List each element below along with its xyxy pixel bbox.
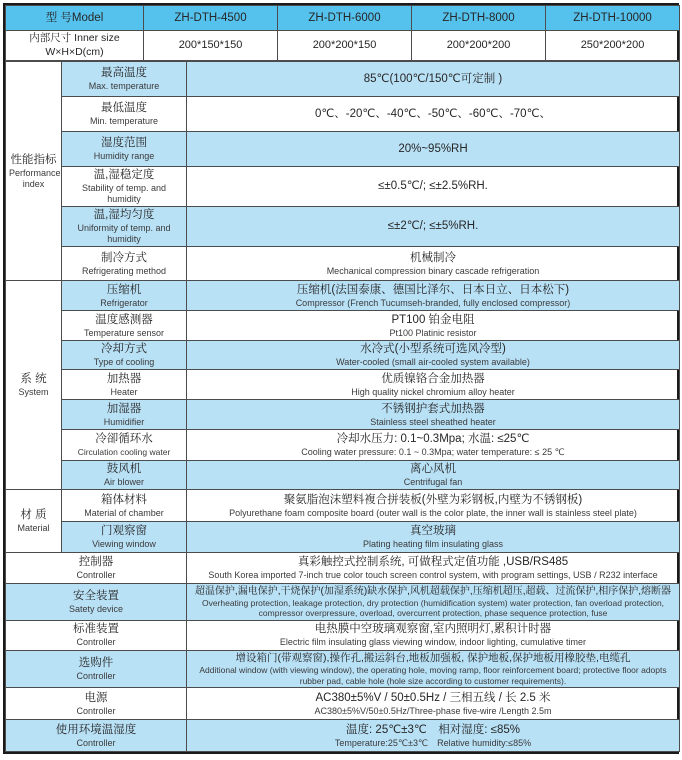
model-name: ZH-DTH-4500	[174, 11, 247, 24]
group-system	[6, 281, 62, 490]
spec-row-circulation-cooling-water	[6, 430, 680, 461]
row-label-en: Controller	[76, 637, 116, 648]
spec-row-safety-device	[6, 584, 680, 621]
row-value-cell	[187, 167, 680, 207]
row-value-cell	[187, 720, 680, 752]
row-label-en: Controller	[76, 705, 116, 716]
row-value-cell	[187, 97, 680, 132]
row-value-cell	[187, 207, 680, 247]
row-label-en: Viewing window	[92, 539, 156, 550]
row-label-zh: 门观察窗	[101, 525, 147, 538]
row-label-en: Heater	[110, 386, 138, 397]
row-label-cell	[62, 370, 187, 400]
row-value-en: Plating heating film insulating glass	[362, 539, 504, 550]
row-label-cell	[62, 490, 187, 522]
model-name: ZH-DTH-10000	[573, 11, 652, 24]
inner-size-value: 200*200*200	[446, 39, 511, 52]
row-label-zh: 选购件	[78, 656, 114, 669]
row-value-cell	[187, 430, 680, 461]
model-cell-3	[546, 6, 680, 31]
row-value-zh: 聚氨脂泡沫塑料複合拼装板(外壁为彩钢板,内壁为不锈钢板)	[283, 493, 583, 506]
row-label-en: Temperature sensor	[83, 327, 165, 338]
row-label-cell	[62, 461, 187, 490]
spec-body-table	[5, 61, 680, 752]
row-label-cell	[62, 132, 187, 167]
inner-size-cell-2	[412, 31, 546, 61]
row-label-en: Type of cooling	[93, 357, 155, 368]
row-label-zh: 最高温度	[101, 67, 147, 80]
group-label-en: Performance index	[9, 167, 61, 189]
row-label-cell	[62, 62, 187, 97]
spec-row-refrigerating-method	[6, 247, 680, 281]
row-label-zh: 加湿器	[106, 402, 142, 415]
row-value-zh: ≤±2℃/; ≤±5%RH.	[387, 220, 479, 233]
spec-row-material-of-chamber	[6, 490, 680, 522]
row-value-en: Electric film insulating glass viewing window, indoor lighting, cumulative timer	[279, 637, 587, 648]
row-label-zh: 冷卻循环水	[95, 433, 153, 446]
inner-size-value: 200*200*150	[312, 39, 377, 52]
row-value-cell	[187, 341, 680, 370]
row-value-zh: 真彩触控式控制系统, 可做程式定值功能 ,USB/RS485	[297, 556, 569, 569]
row-value-cell	[187, 553, 680, 584]
inner-size-cell-3	[546, 31, 680, 61]
row-value-zh: 离心风机	[410, 463, 456, 476]
spec-row-air-blower	[6, 461, 680, 490]
row-label-zh: 电源	[84, 691, 108, 704]
row-label-zh: 压缩机	[106, 283, 142, 296]
group-label-zh: 系 统	[20, 373, 47, 386]
row-label-en: Circulation cooling water	[77, 447, 171, 458]
row-value-cell	[187, 522, 680, 553]
spec-row-standard-device	[6, 620, 680, 650]
row-value-cell	[187, 247, 680, 281]
spec-row-optional-parts	[6, 650, 680, 687]
row-label-en: Controller	[76, 670, 116, 681]
model-name: ZH-DTH-6000	[308, 11, 381, 24]
spec-row-humidity-range	[6, 132, 680, 167]
row-value-cell	[187, 688, 680, 720]
spec-sheet	[3, 3, 679, 754]
spec-row-viewing-window	[6, 522, 680, 553]
spec-row-ambient-temp-humidity	[6, 720, 680, 752]
model-cell-2	[412, 6, 546, 31]
row-label-en: Humidity range	[93, 151, 155, 162]
row-value-en: Temperature:25℃±3℃ Relative humidity:≤85%	[334, 737, 532, 748]
row-label-en: Material of chamber	[84, 507, 164, 518]
spec-row-controller	[6, 553, 680, 584]
row-value-en: Stainless steel sheathed heater	[370, 416, 496, 427]
spec-row-max-temperature	[6, 62, 680, 97]
spec-row-type-of-cooling	[6, 341, 680, 370]
inner-size-value: 250*200*200	[580, 39, 645, 52]
row-value-zh: 增设箱门(带观察窗),操作孔,搬运斜台,地板加强板, 保护地板,保护地板用橡胶垫,电缆孔	[235, 651, 631, 664]
row-value-zh: PT100 铂金电阻	[391, 313, 475, 326]
inner-size-label: 内部尺寸 Inner size W×H×D(cm)	[29, 32, 120, 58]
row-value-cell	[187, 281, 680, 311]
row-label-en: Controller	[76, 737, 116, 748]
row-value-cell	[187, 62, 680, 97]
row-value-zh: 机械制冷	[410, 251, 456, 264]
row-label-zh: 使用环境温湿度	[55, 723, 137, 736]
row-label-zh: 制冷方式	[101, 251, 147, 264]
row-label-zh: 鼓风机	[106, 463, 142, 476]
row-value-cell	[187, 620, 680, 650]
row-label-cell	[62, 207, 187, 247]
spec-row-compressor	[6, 281, 680, 311]
row-value-en: Centrifugal fan	[403, 477, 463, 488]
row-value-cell	[187, 132, 680, 167]
inner-size-cell-1	[278, 31, 412, 61]
row-label-cell	[62, 97, 187, 132]
row-value-cell	[187, 461, 680, 490]
row-label-en: Air blower	[103, 477, 144, 488]
row-value-cell	[187, 370, 680, 400]
group-label-en: System	[18, 387, 49, 398]
spec-row-power-supply	[6, 688, 680, 720]
group-material	[6, 490, 62, 553]
row-value-zh: 不锈钢护套式加热器	[381, 402, 485, 415]
row-label-cell	[6, 620, 187, 650]
row-value-en: AC380±5%V/50±0.5Hz/Three-phase five-wire /Length 2.5m	[314, 705, 552, 716]
row-value-en: Additional window (with viewing window), the operating hole, moving ramp, floor reinforcement board; protective floor adopts rubber pad, cable hole (hole size according to customer requirements).	[199, 665, 667, 686]
model-row	[6, 6, 680, 31]
row-value-en: Cooling water pressure: 0.1 ~ 0.3Mpa; water temperature: ≤ 25 ℃	[301, 447, 565, 458]
row-value-zh: ≤±0.5℃/; ≤±2.5%RH.	[378, 180, 488, 193]
row-label-en: Min. temperature	[89, 116, 159, 127]
row-label-cell	[62, 281, 187, 311]
inner-size-row	[6, 31, 680, 61]
row-value-zh: AC380±5%V / 50±0.5Hz / 三相五线 / 长 2.5 米	[315, 691, 551, 704]
inner-size-value: 200*150*150	[178, 39, 243, 52]
row-value-zh: 超温保护,漏电保护,干烧保护(加湿系统)缺水保护,风机超载保护,压缩机超压,超载、过流保护,相序保护,熔断器	[194, 586, 672, 598]
row-label-zh: 最低温度	[101, 102, 147, 115]
row-value-zh: 真空玻璃	[410, 525, 456, 538]
group-label-zh: 性能指标	[10, 153, 57, 166]
row-value-cell	[187, 650, 680, 687]
row-label-cell	[62, 167, 187, 207]
row-value-en: Mechanical compression binary cascade refrigeration	[326, 265, 540, 276]
spec-row-stability	[6, 167, 680, 207]
row-label-cell	[6, 553, 187, 584]
row-label-zh: 温,湿均匀度	[93, 209, 155, 222]
row-value-zh: 温度: 25℃±3℃ 相对湿度: ≤85%	[346, 723, 520, 736]
row-label-cell	[62, 341, 187, 370]
spec-row-heater	[6, 370, 680, 400]
model-name: ZH-DTH-8000	[442, 11, 515, 24]
row-label-en: Humidifier	[103, 416, 145, 427]
row-label-cell	[62, 400, 187, 430]
spec-row-humidifier	[6, 400, 680, 430]
row-value-cell	[187, 490, 680, 522]
row-value-zh: 冷却水压力: 0.1~0.3Mpa; 水温: ≤25℃	[336, 433, 530, 446]
model-label: 型 号Model	[45, 11, 104, 24]
row-label-cell	[62, 430, 187, 461]
model-cell-0	[144, 6, 278, 31]
row-value-en: Compressor (French Tucumseh-branded, fully enclosed compressor)	[295, 297, 571, 308]
row-label-en: Stability of temp. and humidity	[81, 183, 167, 205]
row-label-cell	[62, 311, 187, 341]
row-value-en: Water-cooled (small air-cooled system available)	[336, 357, 530, 368]
group-label-en: Material	[17, 523, 50, 534]
row-value-zh: 0℃、-20℃、-40℃、-50℃、-60℃、-70℃、	[315, 107, 551, 120]
row-value-cell	[187, 584, 680, 621]
row-label-zh: 温,湿稳定度	[93, 169, 155, 182]
row-value-cell	[187, 400, 680, 430]
row-label-zh: 加热器	[106, 372, 142, 385]
inner-size-cell-0	[144, 31, 278, 61]
row-label-en: Refrigerating method	[81, 265, 167, 276]
row-label-cell	[6, 584, 187, 621]
group-performance-index	[6, 62, 62, 281]
row-value-zh: 水冷式(小型系统可选风冷型)	[360, 343, 506, 356]
model-cell-1	[278, 6, 412, 31]
row-label-cell	[6, 688, 187, 720]
row-label-cell	[62, 522, 187, 553]
row-label-en: Uniformity of temp. and humidity	[77, 223, 171, 245]
row-label-zh: 控制器	[78, 556, 114, 569]
row-value-cell	[187, 311, 680, 341]
row-value-en: Polyurethane foam composite board (outer wall is the color plate, the inner wall is stainless steel plate)	[229, 507, 637, 518]
model-header-table	[5, 5, 680, 61]
row-label-zh: 安全装置	[73, 589, 119, 602]
row-value-en: High quality nickel chromium alloy heater	[351, 386, 515, 397]
row-value-zh: 20%~95%RH	[398, 142, 468, 155]
row-value-en: Pt100 Platinic resistor	[389, 327, 477, 338]
inner-size-label-cell	[6, 31, 144, 61]
row-value-zh: 压缩机(法国泰康、德国比泽尔、日本日立、日本松下)	[296, 283, 570, 296]
group-label-zh: 材 质	[20, 509, 47, 522]
row-label-en: Satety device	[68, 603, 124, 614]
row-value-en: South Korea imported 7-inch true color touch screen control system, with program settings, USB / R232 interface	[208, 570, 658, 581]
row-value-en: Overheating protection, leakage protection, dry protection (humidification system) water protection, fan overload protection, compressor overpressure, overload, overcurrent protection, phase sequence protection, fuse	[201, 598, 665, 619]
spec-row-min-temperature	[6, 97, 680, 132]
row-label-zh: 箱体材料	[101, 493, 147, 506]
row-label-zh: 冷却方式	[101, 343, 147, 356]
row-label-zh: 温度感测器	[95, 313, 153, 326]
spec-row-uniformity	[6, 207, 680, 247]
spec-row-temperature-sensor	[6, 311, 680, 341]
row-label-zh: 标准装置	[73, 623, 119, 636]
model-label-cell	[6, 6, 144, 31]
row-label-en: Controller	[76, 570, 116, 581]
row-label-zh: 湿度范围	[101, 137, 147, 150]
row-label-en: Refrigerator	[100, 297, 148, 308]
row-label-cell	[6, 720, 187, 752]
row-value-zh: 电热膜中空玻璃观察窗,室内照明灯,累积计时器	[314, 623, 552, 636]
row-label-cell	[6, 650, 187, 687]
row-label-cell	[62, 247, 187, 281]
row-label-en: Max. temperature	[88, 81, 160, 92]
row-value-zh: 优质镍铬合金加热器	[381, 372, 485, 385]
row-value-zh: 85℃(100℃/150℃可定制 )	[363, 72, 503, 85]
